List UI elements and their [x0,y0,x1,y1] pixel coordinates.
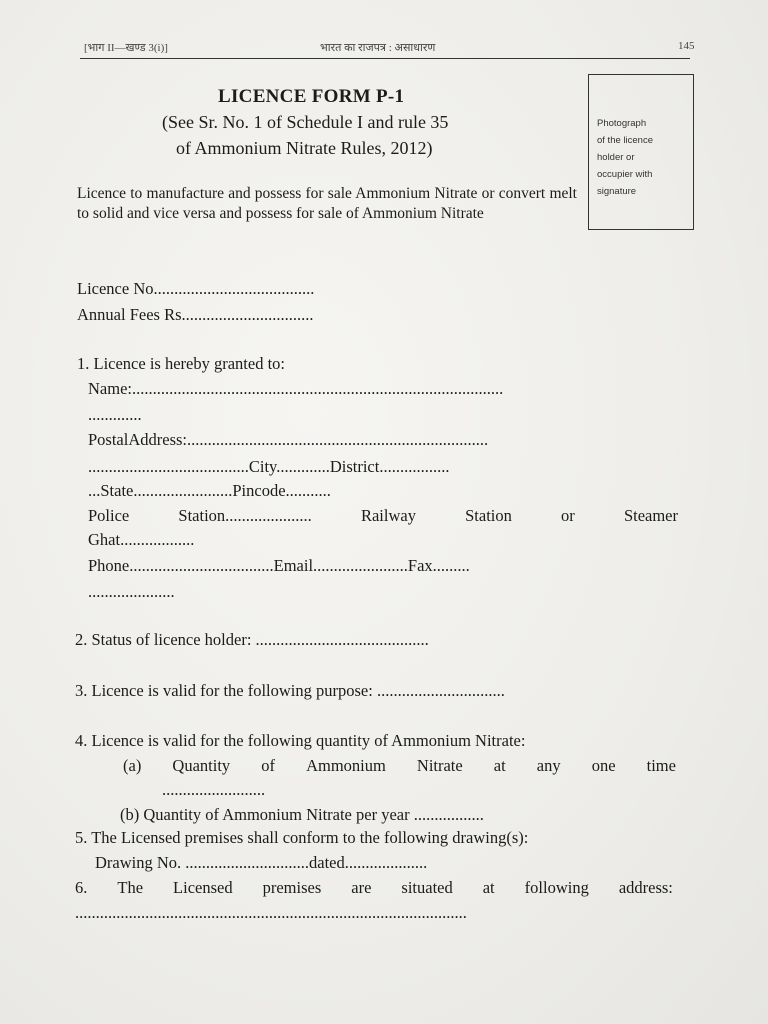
ghat-field: Ghat.................. [88,530,195,549]
word: Station..................... [178,506,312,525]
name-field-continued: ............. [88,405,142,424]
photo-box-line: Photograph [597,118,647,129]
word: following [524,878,589,897]
item-6-address-heading [75,878,673,898]
item-2-status: 2. Status of licence holder: .......................................... [75,630,429,649]
address-field: ............................................................................................... [75,903,467,922]
word: one [591,756,616,775]
photo-box-line: signature [597,186,637,197]
item-4b-quantity-per-year: (b) Quantity of Ammonium Nitrate per year ................. [120,805,484,824]
word: premises [262,878,322,897]
header-rule [80,58,690,59]
word: are [351,878,372,897]
name-field: Name:.......................................................................................... [88,379,504,398]
annual-fees-field: Annual Fees Rs................................ [77,305,314,324]
word: Railway [360,506,416,525]
phone-email-fax-field: Phone...................................Email.......................Fax......... [88,556,470,575]
word: 6. [75,878,88,897]
word: or [561,506,575,525]
item-4a-continued: ......................... [162,780,266,799]
header-page-number: 145 [678,40,695,52]
licence-number-field: Licence No....................................... [77,279,315,298]
word: of [261,756,275,775]
word: at [493,756,506,775]
item-5-drawings: 5. The Licensed premises shall conform to the following drawing(s): [75,828,529,847]
form-subtitle-line-2: of Ammonium Nitrate Rules, 2012) [176,138,433,158]
item-4-heading: 4. Licence is valid for the following quantity of Ammonium Nitrate: [75,731,526,750]
word: The [117,878,144,897]
word: at [482,878,495,897]
form-subtitle-line-1: (See Sr. No. 1 of Schedule I and rule 35 [162,112,449,132]
header-part-label: [भाग II—खण्ड 3(i)] [84,42,168,54]
photo-box-line: of the licence [597,135,653,146]
item-1-heading: 1. Licence is hereby granted to: [77,354,285,373]
word: Ammonium [306,756,386,775]
fax-field-continued: ..................... [88,582,175,601]
word: time [646,756,676,775]
word: any [536,756,561,775]
word: Police [88,506,130,525]
word: address: [618,878,673,897]
form-title: LICENCE FORM P-1 [218,86,405,107]
header-gazette-title: भारत का राजपत्र : असाधारण [320,42,436,54]
photograph-box [588,74,694,230]
drawing-number-field: Drawing No. ..............................dated.................... [95,853,428,872]
police-railway-field [88,506,678,526]
postal-address-field: PostalAddress:......................................................................... [88,430,489,449]
photo-box-line: occupier with [597,169,653,180]
word: situated [401,878,453,897]
item-4a-quantity-one-time [123,756,676,776]
photo-box-line: holder or [597,152,635,163]
word: Quantity [172,756,231,775]
word: Steamer [623,506,678,525]
word: (a) [123,756,142,775]
word: Station [465,506,512,525]
word: Licensed [173,878,233,897]
item-3-purpose: 3. Licence is valid for the following purpose: ............................... [75,681,505,700]
state-pincode-field: ...State........................Pincode........... [88,481,331,500]
word: Nitrate [416,756,463,775]
form-intro-paragraph: Licence to manufacture and possess for sale Ammonium Nitrate or convert melt to solid and vice versa and possess for sale of Ammonium Nitrate [77,185,577,222]
city-district-field: .......................................City.............District................. [88,457,450,476]
